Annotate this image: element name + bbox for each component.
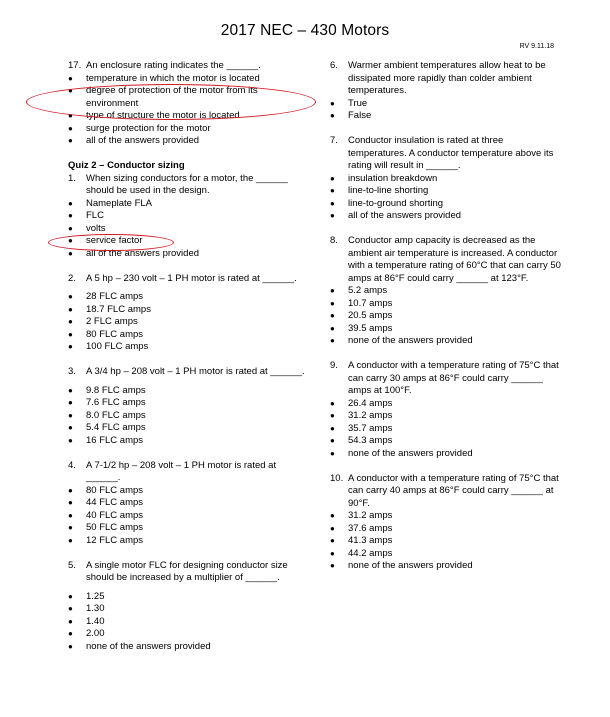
bullet-icon: ● (330, 186, 335, 195)
bullet-icon: ● (68, 510, 73, 520)
answer-option[interactable]: ● 7.6 FLC amps (68, 397, 146, 408)
answer-option[interactable]: ● 10.7 amps (330, 297, 393, 309)
bullet-icon: ● (68, 485, 73, 495)
question-6 (330, 60, 562, 98)
bullet-icon: ● (330, 298, 335, 308)
red-circle-annotation (48, 234, 174, 251)
answer-options (68, 385, 310, 448)
answer-option[interactable]: ● 80 FLC amps (68, 328, 144, 340)
answer-option[interactable]: ● 1.25 (68, 590, 105, 602)
question-number: 8. (330, 235, 338, 246)
bullet-icon: ● (68, 329, 73, 339)
bullet-icon: ● (330, 511, 335, 520)
answer-option[interactable]: ● 16 FLC amps (68, 434, 144, 446)
bullet-icon: ● (68, 223, 73, 233)
question-text: Conductor amp capacity is decreased as the ambient air temperature is increased. A conductor with a temperature rating of 60°C that can carry 50 amps at 86°F could carry ______ at 123°F. (348, 235, 561, 284)
question-number: 17. (68, 60, 82, 71)
question-3 (68, 366, 310, 379)
question-number: 5. (68, 559, 76, 571)
bullet-icon: ● (330, 561, 335, 570)
bullet-icon: ● (68, 604, 73, 613)
bullet-icon: ● (330, 523, 335, 533)
answer-option[interactable]: ● type of structure the motor is located (68, 110, 240, 121)
bullet-icon: ● (68, 211, 73, 220)
question-text: A 7-1/2 hp – 208 volt – 1 PH motor is rated at ______. (86, 459, 277, 483)
answer-option[interactable]: ● temperature in which the motor is located (68, 72, 260, 84)
answer-option[interactable]: ● 80 FLC amps (68, 484, 144, 496)
question-number: 7. (330, 135, 338, 146)
answer-option[interactable]: ● none of the answers provided (68, 640, 211, 652)
bullet-icon: ● (68, 111, 73, 120)
bullet-icon: ● (68, 385, 73, 395)
bullet-icon: ● (68, 342, 73, 351)
bullet-icon: ● (68, 248, 73, 258)
question-5 (68, 560, 310, 585)
answer-option[interactable]: ● 2 FLC amps (68, 316, 138, 327)
revision-label: RV 9.11.18 (519, 43, 554, 50)
answer-option[interactable]: ● line-to-ground shorting (330, 197, 444, 209)
answer-option[interactable]: ● 31.2 amps (330, 410, 393, 421)
answer-option[interactable]: ● none of the answers provided (330, 335, 473, 346)
bullet-icon: ● (68, 629, 73, 638)
answer-options (330, 98, 562, 123)
question-number: 9. (330, 360, 338, 371)
bullet-icon: ● (68, 86, 73, 95)
answer-option[interactable]: ● none of the answers provided (330, 447, 473, 459)
bullet-icon: ● (68, 123, 73, 133)
bullet-icon: ● (330, 411, 335, 420)
question-text: An enclosure rating indicates the ______. (86, 60, 261, 71)
question-number: 10. (330, 472, 344, 484)
answer-option[interactable]: ● 1.30 (68, 603, 105, 614)
page-title: 2017 NEC – 430 Motors (220, 22, 390, 39)
section-heading: Quiz 2 – Conductor sizing (68, 160, 185, 171)
question-7 (330, 135, 562, 173)
question-number: 2. (68, 272, 76, 284)
answer-option[interactable]: ● 2.00 (68, 628, 105, 639)
bullet-icon: ● (68, 73, 73, 83)
bullet-icon: ● (330, 398, 335, 408)
answer-option[interactable]: ● 39.5 amps (330, 322, 393, 334)
answer-options (68, 591, 310, 654)
question-2 (68, 273, 310, 286)
answer-option[interactable]: ● service factor (68, 235, 143, 246)
bullet-icon: ● (68, 292, 73, 301)
answer-option[interactable]: ● line-to-line shorting (330, 185, 429, 196)
question-number: 4. (68, 459, 76, 471)
question-text: A conductor with a temperature rating of 75°C that can carry 40 amps at 86°F could carry ______ at 90°F. (348, 472, 559, 509)
bullet-icon: ● (330, 336, 335, 345)
bullet-icon: ● (68, 535, 73, 545)
bullet-icon: ● (330, 436, 335, 445)
answer-option[interactable]: ● all of the answers provided (68, 135, 200, 146)
answer-option[interactable]: ● all of the answers provided (68, 247, 200, 259)
answer-option[interactable]: ● False (330, 110, 372, 121)
answer-options (330, 510, 562, 573)
answer-option[interactable]: ● 100 FLC amps (68, 341, 149, 352)
question-text: A 3/4 hp – 208 volt – 1 PH motor is rated at ______. (86, 366, 305, 377)
bullet-icon: ● (68, 136, 73, 145)
answer-option[interactable]: ● 1.40 (68, 615, 105, 627)
bullet-icon: ● (330, 111, 335, 120)
bullet-icon: ● (68, 435, 73, 445)
answer-option[interactable]: ● 40 FLC amps (68, 509, 144, 521)
left-column (68, 60, 310, 653)
bullet-icon: ● (68, 523, 73, 532)
question-1 (68, 173, 310, 198)
bullet-icon: ● (68, 198, 73, 208)
answer-options (68, 485, 310, 548)
answer-option[interactable]: ● 37.6 amps (330, 522, 393, 534)
question-4 (68, 460, 310, 485)
bullet-icon: ● (330, 173, 335, 183)
answer-option[interactable]: ● 54.3 amps (330, 435, 393, 446)
answer-option[interactable]: ● none of the answers provided (330, 560, 473, 571)
answer-option[interactable]: ● 26.4 amps (330, 397, 393, 409)
bullet-icon: ● (330, 423, 335, 433)
bullet-icon: ● (330, 286, 335, 295)
answer-option[interactable]: ● True (330, 97, 368, 109)
bullet-icon: ● (68, 236, 73, 245)
bullet-icon: ● (330, 211, 335, 220)
bullet-icon: ● (330, 311, 335, 320)
question-number: 6. (330, 60, 338, 71)
bullet-icon: ● (68, 616, 73, 626)
bullet-icon: ● (330, 98, 335, 108)
bullet-icon: ● (68, 398, 73, 407)
answer-option[interactable]: ● 5.2 amps (330, 285, 388, 296)
bullet-icon: ● (68, 591, 73, 601)
bullet-icon: ● (68, 304, 73, 314)
question-10 (330, 473, 562, 511)
answer-options (330, 398, 562, 461)
answer-option[interactable]: ● 50 FLC amps (68, 522, 144, 533)
bullet-icon: ● (68, 410, 73, 420)
question-text: A 5 hp – 230 volt – 1 PH motor is rated at ______. (86, 272, 297, 284)
bullet-icon: ● (330, 536, 335, 545)
answer-option[interactable]: ● surge protection for the motor (68, 122, 211, 134)
answer-option[interactable]: ● 31.2 amps (330, 510, 393, 521)
answer-option[interactable]: ● 18.7 FLC amps (68, 303, 151, 315)
bullet-icon: ● (68, 423, 73, 432)
question-8 (330, 235, 562, 285)
answer-option[interactable]: ● 35.7 amps (330, 422, 393, 434)
answer-option[interactable]: ● 41.3 amps (330, 535, 393, 546)
answer-option[interactable]: ● 8.0 FLC amps (68, 409, 146, 421)
answer-option[interactable]: ● Nameplate FLA (68, 197, 153, 209)
answer-options (68, 291, 310, 354)
answer-option[interactable]: ● all of the answers provided (330, 210, 462, 221)
bullet-icon: ● (68, 498, 73, 507)
answer-option[interactable]: ● FLC (68, 210, 104, 221)
red-circle-annotation (26, 84, 316, 120)
answer-option[interactable]: ● insulation breakdown (330, 172, 438, 184)
question-text: A conductor with a temperature rating of 75°C that can carry 30 amps at 86°F could carry ______ amps at 100°F. (348, 360, 559, 396)
answer-option[interactable]: ● 5.4 FLC amps (68, 422, 146, 433)
answer-options (330, 173, 562, 223)
question-text: A single motor FLC for designing conductor size should be increased by a multiplier of ______. (86, 559, 288, 583)
question-number: 1. (68, 172, 76, 184)
answer-option[interactable]: ● 20.5 amps (330, 310, 393, 321)
answer-option[interactable]: ● volts (68, 222, 106, 234)
right-column (330, 60, 562, 573)
bullet-icon: ● (68, 641, 73, 651)
bullet-icon: ● (330, 198, 335, 208)
answer-option[interactable]: ● 44.2 amps (330, 547, 393, 559)
answer-option[interactable]: ● 28 FLC amps (68, 291, 144, 302)
question-number: 3. (68, 366, 76, 377)
answer-options (330, 285, 562, 348)
answer-option[interactable]: ● 9.8 FLC amps (68, 384, 146, 396)
question-text: Conductor insulation is rated at three temperatures. A conductor temperature above its rating will result in ______. (348, 135, 554, 171)
answer-option[interactable]: ● 44 FLC amps (68, 497, 144, 508)
question-9 (330, 360, 562, 398)
question-17 (68, 60, 310, 73)
question-text: When sizing conductors for a motor, the ______ should be used in the design. (86, 172, 288, 196)
answer-option[interactable]: ● 12 FLC amps (68, 534, 144, 546)
answer-option[interactable]: ● degree of protection of the motor from its environment (68, 85, 258, 109)
bullet-icon: ● (330, 323, 335, 333)
bullet-icon: ● (68, 317, 73, 326)
bullet-icon: ● (330, 448, 335, 458)
question-text: Warmer ambient temperatures allow heat to be dissipated more rapidly than colder ambient temperatures. (348, 60, 546, 96)
bullet-icon: ● (330, 548, 335, 558)
